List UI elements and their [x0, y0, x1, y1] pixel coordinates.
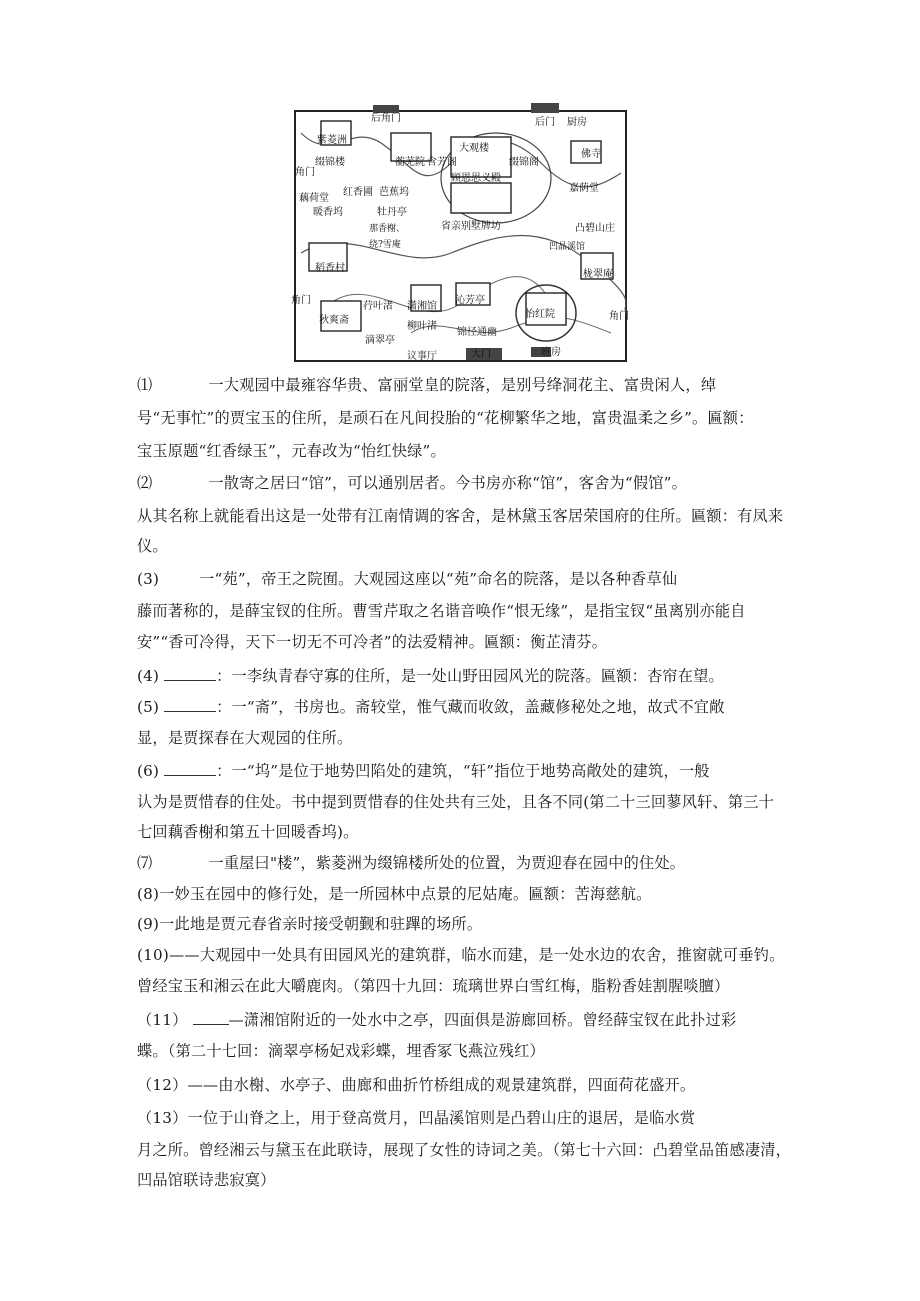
map-label: 大门: [471, 349, 491, 360]
map-label: 议事厅: [407, 351, 437, 362]
map-label: 凹晶溪馆: [549, 242, 586, 252]
text-line: 月之所。曾经湘云与黛玉在此联诗，展现了女性的诗词之美。（第七十六回：凸碧堂品笛感凄清，: [137, 1141, 792, 1159]
map-label: 后角门: [371, 113, 401, 124]
map-label: 含芳阁: [427, 157, 457, 168]
text-line: 从其名称上就能看出这是一处带有江南情调的客舍，是林黛玉客居荣国府的住所。匾额：有凤来: [137, 507, 784, 525]
map-label: 角门: [609, 311, 629, 322]
answer-blank[interactable]: [193, 1010, 229, 1025]
answer-blank[interactable]: [164, 666, 216, 681]
map-label: 缀锦楼: [315, 157, 345, 168]
building: [451, 183, 511, 213]
map-label: 藕荷堂: [299, 193, 329, 204]
item-number: (3): [137, 570, 160, 588]
map-label: 角门: [295, 167, 315, 178]
item-number: (6): [137, 762, 160, 780]
gate-block: [531, 103, 559, 113]
text-line: ⑴ 一大观园中最雍容华贵、富丽堂皇的院落，是别号绛洞花主、富贵闲人，绰: [137, 376, 717, 394]
map-label: 后门: [535, 117, 555, 128]
map-label: 凸碧山庄: [575, 223, 615, 234]
map-label: 牡丹亭: [377, 207, 407, 218]
text-line: 蝶。（第二十七回：滴翠亭杨妃戏彩蝶，埋香冢飞燕泣残红）: [137, 1042, 545, 1060]
map-label: 怡红院: [525, 309, 555, 320]
item-number: ⑴: [137, 376, 153, 394]
text-line: ⑺ 一重屋曰"楼”，紫菱洲为缀锦楼所处的位置，为贾迎春在园中的住处。: [137, 854, 686, 872]
map-label: 绕?雪庵: [369, 240, 401, 250]
text-line: 安”“香可冷得，天下一切无不可冷者”的法爱精神。匾额：衡芷清芬。: [137, 633, 608, 651]
answer-blank[interactable]: [164, 761, 216, 776]
text-line: （11） —潇湘馆附近的一处水中之亭，四面俱是游廊回桥。曾经薛宝钗在此扑过彩: [137, 1011, 737, 1029]
gate-block: [373, 105, 399, 113]
map-label: 沁芳亭: [455, 295, 485, 306]
map-label: 蘅芜院: [395, 157, 425, 168]
map-label: 潇湘馆: [407, 301, 437, 312]
item-number: ⑺: [137, 854, 153, 872]
map-label: 暖香坞: [313, 207, 343, 218]
text-line: 曾经宝玉和湘云在此大嚼鹿肉。（第四十九回：琉璃世界白雪红梅，脂粉香娃割腥啖膻）: [137, 977, 730, 995]
map-label: 芭蕉坞: [379, 187, 409, 198]
item-number: (4): [137, 667, 160, 685]
map-label: 锦径通幽: [457, 327, 497, 338]
item-number: (5): [137, 698, 160, 716]
map-label: 角门: [291, 295, 311, 306]
map-label: 省亲别墅牌坊: [441, 221, 501, 232]
text-line: (9)一此地是贾元春省亲时接受朝觐和驻蹕的场所。: [137, 915, 483, 933]
grand-view-garden-map: [291, 103, 640, 365]
text-line: 七回藕香榭和第五十回暖香坞)。: [137, 823, 359, 841]
map-label: 紫菱洲: [317, 135, 347, 146]
text-line: 藤而著称的，是薛宝钗的住所。曹雪芹取之名谐音唤作“恨无缘”，是指宝钗“虽离别亦能自: [137, 602, 746, 620]
map-label: 班房: [541, 347, 561, 358]
map-label: 佛寺: [581, 149, 601, 160]
map-label: 滴翠亭: [365, 335, 395, 346]
item-number: ⑵: [137, 474, 153, 492]
map-label: 栊翠庵: [583, 269, 613, 280]
map-label: 嘉荫堂: [569, 183, 599, 194]
map-label: 厨房: [567, 117, 587, 128]
text-line: (3) 一“苑”，帝王之院囿。大观园这座以“苑”命名的院落，是以各种香草仙: [137, 570, 678, 588]
map-label: 顾恩思义殿: [451, 173, 501, 184]
map-label: 那香榭、: [369, 224, 406, 234]
map-label: 缀锦阁: [509, 157, 539, 168]
text-line: （12）——由水榭、水亭子、曲廊和曲折竹桥组成的观景建筑群，四面荷花盛开。: [137, 1076, 696, 1094]
text-line: 宝玉原题“红香绿玉”，元春改为“怡红快绿”。: [137, 442, 446, 460]
map-label: 红香圃: [343, 187, 373, 198]
answer-blank[interactable]: [164, 697, 216, 712]
map-label: 荇叶渚: [363, 301, 393, 312]
text-line: 认为是贾惜春的住处。书中提到贾惜春的住处共有三处，且各不同(第二十三回蓼风轩、第三十: [137, 793, 775, 811]
text-line: 凹品馆联诗悲寂寞）: [137, 1171, 276, 1189]
text-line: (4) ：一李纨青春守寡的住所，是一处山野田园风光的院落。匾额：杏帘在望。: [137, 667, 724, 685]
text-line: 仪。: [137, 537, 168, 555]
text-line: (8)一妙玉在园中的修行处，是一所园林中点景的尼姑庵。匾额：苦海慈航。: [137, 885, 652, 903]
map-label: 柳叶渚: [407, 321, 437, 332]
item-number: （11）: [137, 1011, 188, 1029]
text-line: (6) ：一“坞”是位于地势凹陷处的建筑，“轩”指位于地势高敞处的建筑，一般: [137, 762, 710, 780]
map-label: 大观楼: [459, 143, 489, 154]
map-label: 秋爽斋: [319, 315, 349, 326]
text-line: ⑵ 一散寄之居曰“馆”，可以通别居者。今书房亦称“馆”，客舍为“假馆”。: [137, 474, 688, 492]
text-line: （13）一位于山脊之上，用于登高赏月，凹晶溪馆则是凸碧山庄的退居，是临水赏: [137, 1109, 696, 1127]
text-line: (10)——大观园中一处具有田园风光的建筑群，临水而建，是一处水边的农舍，推窗就可垂钓。: [137, 946, 785, 964]
text-line: 号“无事忙”的贾宝玉的住所，是顽石在凡间投胎的“花柳繁华之地，富贵温柔之乡”。匾额：: [137, 409, 754, 427]
text-line: (5) ：一“斋”，书房也。斋较堂，惟气藏而收敛，盖藏修秘处之地，故式不宜敞: [137, 698, 725, 716]
map-label: 稻香村: [315, 263, 345, 274]
text-line: 显，是贾探春在大观园的住所。: [137, 729, 353, 747]
